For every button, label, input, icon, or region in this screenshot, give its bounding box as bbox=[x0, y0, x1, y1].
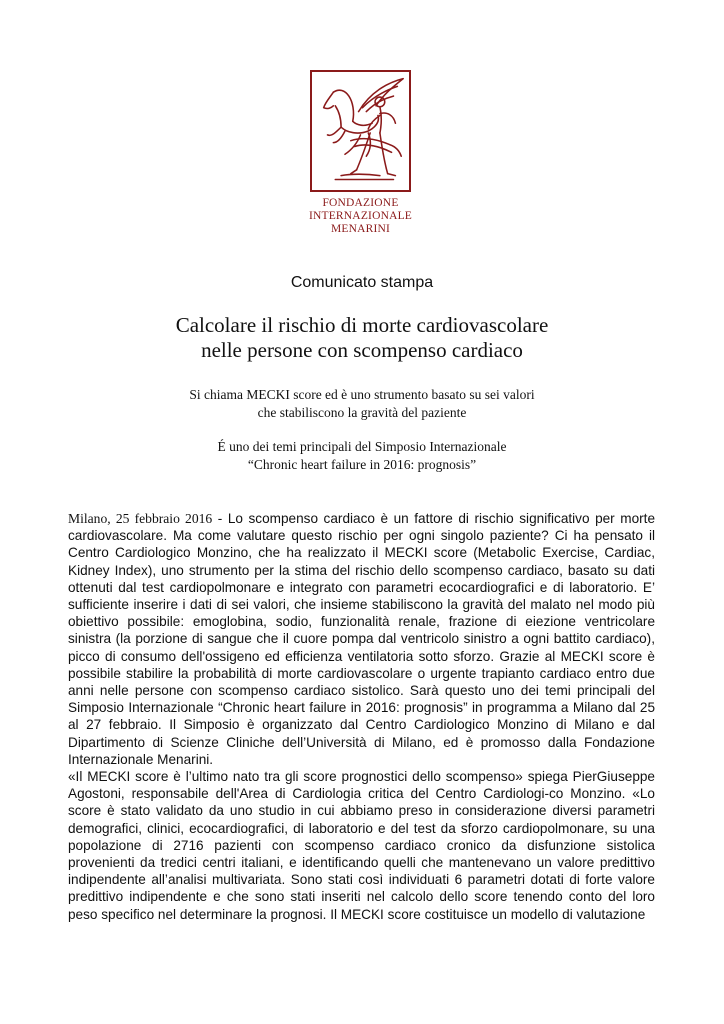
title-line-1: Calcolare il rischio di morte cardiovascolare bbox=[175, 313, 549, 337]
page-title bbox=[0, 313, 724, 363]
subtitle-symposium-line-2: “Chronic heart failure in 2016: prognosis” bbox=[247, 457, 477, 472]
foundation-name-line-2: INTERNAZIONALE bbox=[308, 210, 413, 222]
foundation-name-line-3: MENARINI bbox=[330, 223, 391, 235]
subtitle-symposium-line-1: É uno dei temi principali del Simposio Internazionale bbox=[217, 439, 507, 454]
paragraph-1 bbox=[68, 510, 655, 768]
subtitle-mecki-line-2: che stabiliscono la gravità del paziente bbox=[257, 405, 467, 420]
subtitle-mecki-line-1: Si chiama MECKI score ed è uno strumento basato su sei valori bbox=[189, 387, 535, 402]
foundation-logo bbox=[310, 70, 411, 192]
foundation-name-line-1: FONDAZIONE bbox=[322, 197, 399, 209]
article-body bbox=[68, 510, 655, 923]
dateline: Milano, 25 febbraio 2016 bbox=[68, 511, 213, 526]
winged-horse-emblem-icon bbox=[312, 72, 409, 190]
subtitle-mecki bbox=[0, 386, 724, 422]
paragraph-1-text: - Lo scompenso cardiaco è un fattore di rischio significativo per morte cardiovascolare. Ma come valutare questo rischio per ogni singolo paziente? Ci ha pensato il Centro Cardiologico Monzino, che ha realizzato il MECKI score (Metabolic Exercise, Cardiac, Kidney Index), uno strumento per la stima del rischio dello scompenso cardiaco, basato su dati ottenuti dal test cardiopolmonare e integrato con parametri ecocardiografici e di laboratorio. E’ sufficiente inserire i dati di sei valori, che insieme stabiliscono la gravità del malato nel modo più obiettivo possibile: emoglobina, sodio, funzionalità renale, frazione di eiezione ventricolare sinistra (la porzione di sangue che il cuore pompa dal ventricolo sinistro a ogni battito cardiaco), picco di consumo dell'ossigeno ed efficienza ventilatoria sotto sforzo. Grazie al MECKI score è possibile stabilire la probabilità di morte cardiovascolare o urgente trapianto cardiaco entro due anni nelle persone con scompenso cardiaco sistolico. Sarà questo uno dei temi principali del Simposio Internazionale “Chronic heart failure in 2016: prognosis” in programma a Milano dal 25 al 27 febbraio. Il Simposio è organizzato dal Centro Cardiologico Monzino di Milano e dal Dipartimento di Scienze Cliniche dell’Università di Milano, ed è promosso dalla Fondazione Internazionale Menarini. bbox=[68, 511, 656, 767]
press-release-label: Comunicato stampa bbox=[290, 274, 434, 291]
paragraph-2: «Il MECKI score è l’ultimo nato tra gli score prognostici dello scompenso» spiega PierGiuseppe Agostoni, responsabile dell'Area di Cardiologia critica del Centro Cardiologi-co Monzino. «Lo score è stato validato da uno studio in cui abbiamo preso in considerazione diversi parametri demografici, clinici, ecocardiografici, di laboratorio e del test da sforzo cardiopolmonare, su una popolazione di 2716 pazienti con scompenso cardiaco cronico da disfunzione sistolica provenienti da tredici centri italiani, e identificando quelli che mantenevano un valore predittivo indipendente all’analisi multivariata. Sono stati così individuati 6 parametri dotati di forte valore predittivo indipendente e che sono stati inseriti nel calcolo dello score tenendo conto del loro peso specifico nel determinare la prognosi. Il MECKI score costituisce un modello di valutazione bbox=[68, 769, 655, 922]
foundation-name bbox=[290, 197, 431, 236]
title-line-2: nelle persone con scompenso cardiaco bbox=[201, 338, 523, 362]
subtitle-symposium bbox=[0, 438, 724, 474]
